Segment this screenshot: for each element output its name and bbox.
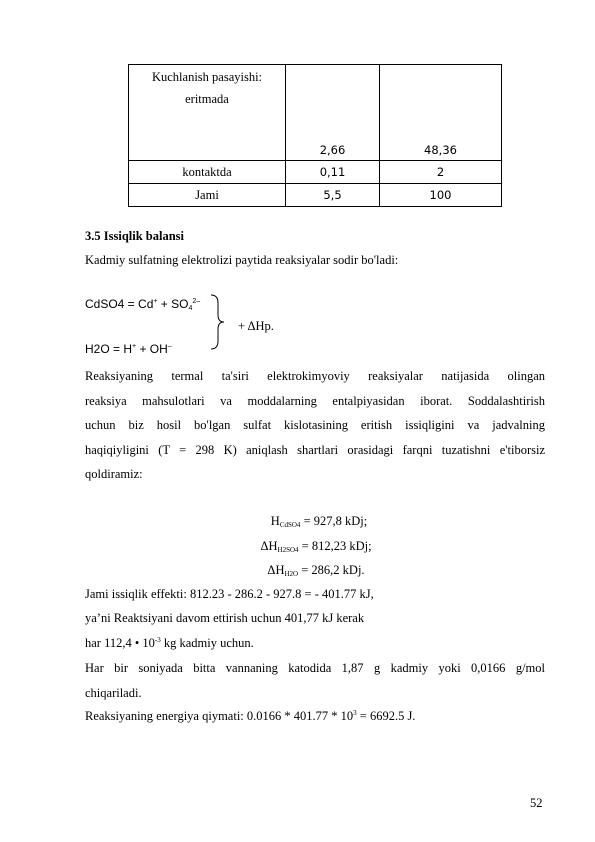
page-number: 52 [530,796,543,810]
table-cell-label [129,65,286,161]
total-heat-line: Jami issiqlik effekti: 812.23 - 286.2 - 927.8 = - 401.77 kJ, [85,587,374,601]
curly-brace-icon [210,293,226,351]
section-title: 3.5 Issiqlik balansi [85,229,185,243]
label-line-1: Kuchlanish pasayishi: [151,70,263,84]
intro-text: Kadmiy sulfatning elektrolizi paytida reaksiyalar sodir bo'ladi: [85,253,399,267]
table-cell-label: Jami [129,184,286,207]
enthalpy-h2o: $\Delta H_{H2O} = 286,2$ kDj. [267,563,365,578]
enthalpy-cdso4: $H_{CdSO4} = 927,8$ kDj; [270,514,368,529]
table-cell-value: 2,66 [286,65,380,161]
energy-value-line: Reaksiyaning energiya qiymati: $0.0166 * 401.77 * 10^3 = 6692.5$ J. [85,709,416,723]
table-row [129,65,502,161]
table-cell-label: kontaktda [129,161,286,184]
paragraph-cathode: Har bir soniyada bitta vannaning katodida 1,87 g kadmiy yoki 0,0166 g/mol chiqariladi. [85,661,545,700]
table-cell-percent: 100 [380,184,502,207]
per-cadmium-line: har 112,4 • $10^{-3}$ kg kadmiy uchun. [85,636,254,650]
equation-2: H2O = H+ + OH– [85,342,172,356]
table-row [129,184,502,207]
equation-1: CdSO4 = $Cd^+ + SO_4^{2-}$ [85,297,201,312]
paragraph-thermal-effect: Reaksiyaning termal ta'siri elektrokimyoviy reaksiyalar natijasida olingan reaksiya mahsulotlari va moddalarning entalpiyasidan iborat. Soddalashtirish uchun biz hosil bo'lgan sulfat kislotasining eritish issiqligini va jadvalning haqiqiyligini (T = 298 K) aniqlash shartlari orasidagi farqni tuzatishni e'tiborsiz qoldiramiz: [85,369,545,481]
table-cell-value: 5,5 [286,184,380,207]
enthalpy-h2so4: $\Delta H_{H2SO4} = 812,23$ kDj; [260,539,372,554]
table-cell-percent: 48,36 [380,65,502,161]
continuation-line: ya’ni Reaktsiyani davom ettirish uchun 401,77 kJ kerak [85,611,365,625]
table-cell-value: 0,11 [286,161,380,184]
voltage-table [128,64,502,207]
table-row [129,161,502,184]
equation-side-term: + ΔHp. [238,319,274,333]
label-line-2: eritmada [185,92,229,106]
table-cell-percent: 2 [380,161,502,184]
